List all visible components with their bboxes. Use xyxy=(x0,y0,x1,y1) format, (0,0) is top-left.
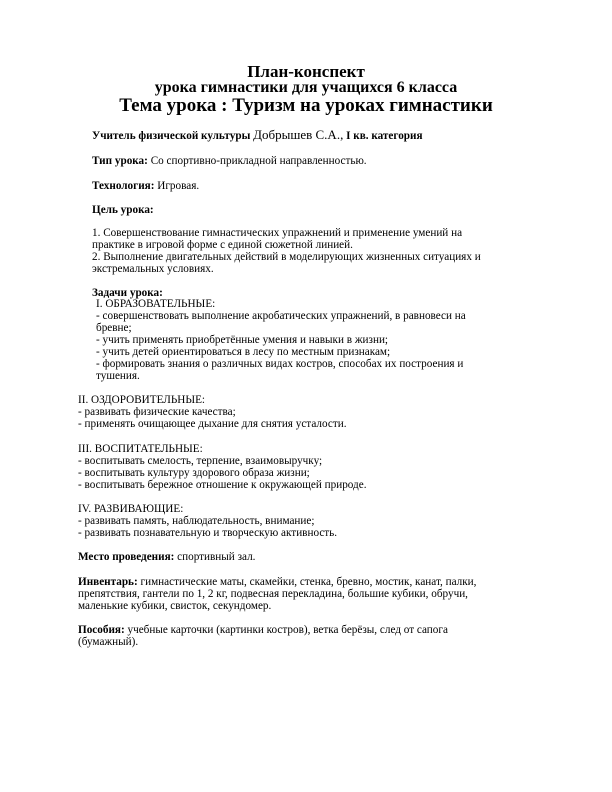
venue-line xyxy=(78,551,255,564)
inventory-label: Инвентарь: xyxy=(78,576,138,588)
educational-heading: I. ОБРАЗОВАТЕЛЬНЫЕ: xyxy=(96,298,216,310)
developing-heading: IV. РАЗВИВАЮЩИЕ: xyxy=(78,503,184,515)
educational-line: бревне; xyxy=(96,322,132,334)
educational-line: - учить детей ориентироваться в лесу по местным признакам; xyxy=(96,346,391,358)
developing-line: - развивать познавательную и творческую активность. xyxy=(78,527,338,539)
aids-line: (бумажный). xyxy=(78,636,139,648)
lesson-type-line xyxy=(92,155,367,168)
inventory-line: препятствия, гантели по 1, 2 кг, подвесная перекладина, большие кубики, обручи, xyxy=(78,588,468,600)
goal-line: 2. Выполнение двигательных действий в моделирующих жизненных ситуациях и xyxy=(92,251,481,263)
teacher-category: I кв. категория xyxy=(346,130,423,142)
venue-value: спортивный зал. xyxy=(177,551,256,563)
educational-line: тушения. xyxy=(96,370,140,382)
doc-title: План-конспект xyxy=(247,62,365,81)
teacher-line xyxy=(92,128,423,143)
upbringing-line: - воспитывать культуру здорового образа жизни; xyxy=(78,467,310,479)
educational-line: - совершенствовать выполнение акробатических упражнений, в равновеси на xyxy=(96,310,466,322)
goal-line: экстремальных условиях. xyxy=(92,263,214,275)
goal-label: Цель урока: xyxy=(92,204,154,216)
doc-subtitle: урока гимнастики для учащихся 6 класса xyxy=(154,79,458,96)
inventory-text: гимнастические маты, скамейки, стенка, бревно, мостик, канат, палки, xyxy=(140,576,477,588)
technology-value: Игровая. xyxy=(157,180,200,192)
venue-label: Место проведения: xyxy=(78,551,175,563)
health-heading: II. ОЗДОРОВИТЕЛЬНЫЕ: xyxy=(78,394,206,406)
upbringing-line: - воспитывать бережное отношение к окружающей природе. xyxy=(78,479,367,491)
upbringing-heading: III. ВОСПИТАТЕЛЬНЫЕ: xyxy=(78,443,203,455)
aids-text: учебные карточки (картинки костров), ветка берёзы, след от сапога xyxy=(127,624,448,636)
teacher-name: Добрышев С.А., xyxy=(253,127,344,142)
tasks-label: Задачи урока: xyxy=(92,287,163,299)
educational-line: - учить применять приобретённые умения и навыки в жизни; xyxy=(96,334,389,346)
developing-line: - развивать память, наблюдательность, внимание; xyxy=(78,515,315,527)
goal-line: 1. Совершенствование гимнастических упражнений и применение умений на xyxy=(92,227,463,239)
health-line: - применять очищающее дыхание для снятия усталости. xyxy=(78,418,347,430)
inventory-line: маленькие кубики, свисток, секундомер. xyxy=(78,600,272,612)
lesson-type-label: Тип урока: xyxy=(92,155,148,167)
technology-line xyxy=(92,180,199,193)
educational-line: - формировать знания о различных видах костров, способах их построения и xyxy=(96,358,464,370)
upbringing-line: - воспитывать смелость, терпение, взаимовыручку; xyxy=(78,455,323,467)
health-line: - развивать физические качества; xyxy=(78,406,236,418)
lesson-type-value: Со спортивно-прикладной направленностью. xyxy=(150,155,367,167)
teacher-label: Учитель физической культуры xyxy=(92,130,251,142)
technology-label: Технология: xyxy=(92,180,155,192)
lesson-topic: Тема урока : Туризм на уроках гимнастики xyxy=(119,95,493,116)
aids-label: Пособия: xyxy=(78,624,125,636)
goal-line: практике в игровой форме с единой сюжетной линией. xyxy=(92,239,353,251)
